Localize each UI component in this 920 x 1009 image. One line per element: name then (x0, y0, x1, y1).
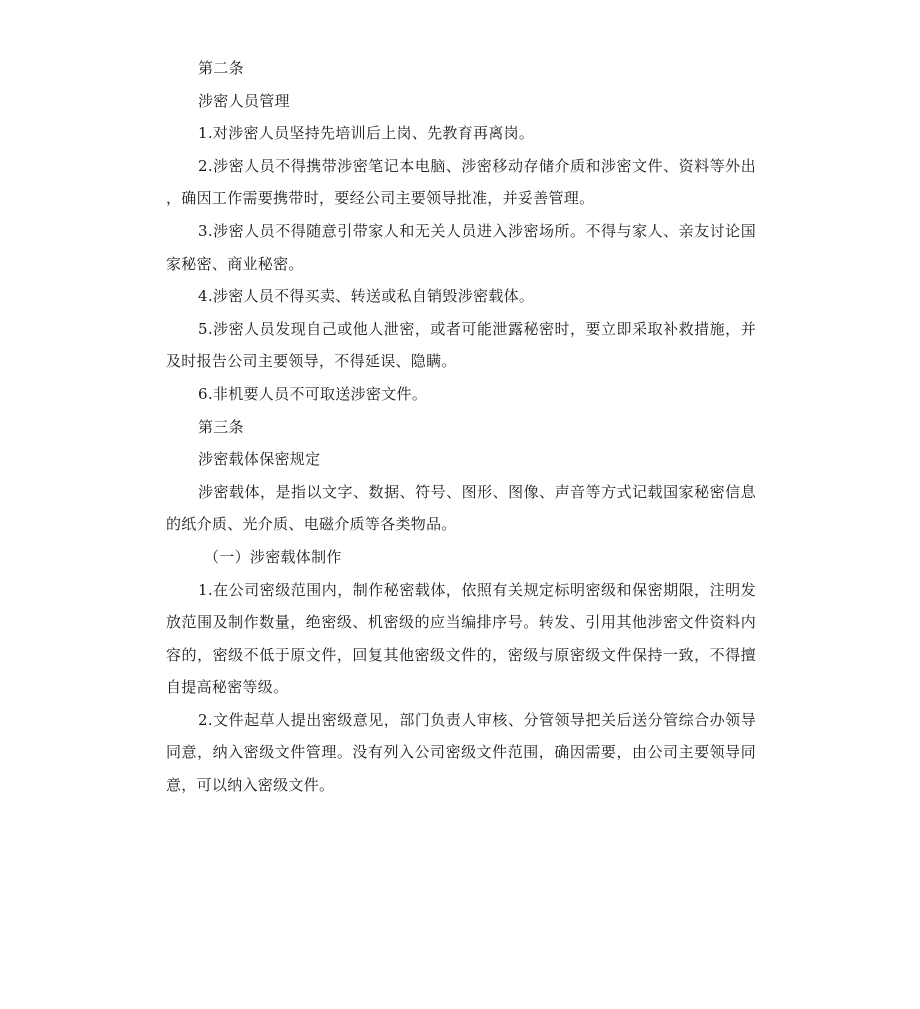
article-heading: 第三条 (198, 417, 244, 436)
paragraph: 4.涉密人员不得买卖、转送或私自销毁涉密载体。 (198, 287, 535, 306)
section-title: 涉密载体保密规定 (198, 450, 321, 469)
paragraph: 5.涉密人员发现自己或他人泄密，或者可能泄露秘密时，要立即采取补救措施，并及时报告公司主要领导，不得延误、隐瞒。 (166, 319, 756, 371)
paragraph: 6.非机要人员不可取送涉密文件。 (198, 384, 428, 403)
paragraph: 3.涉密人员不得随意引带家人和无关人员进入涉密场所。不得与家人、亲友讨论国家秘密、商业秘密。 (166, 221, 756, 273)
paragraph: 2.涉密人员不得携带涉密笔记本电脑、涉密移动存储介质和涉密文件、资料等外出 ，确因工作需要携带时，要经公司主要领导批准，并妥善管理。 (166, 156, 756, 208)
paragraph: 2.文件起草人提出密级意见，部门负责人审核、分管领导把关后送分管综合办领导同意，纳入密级文件管理。没有列入公司密级文件范围，确因需要，由公司主要领导同意，可以纳入密级文件。 (166, 710, 756, 795)
paragraph: 1.在公司密级范围内，制作秘密载体，依照有关规定标明密级和保密期限，注明发放范围及制作数量，绝密级、机密级的应当编排序号。转发、引用其他涉密文件资料内容的，密级不低于原文件，回复其他密级文件的，密级与原密级文件保持一致，不得擅自提高秘密等级。 (166, 580, 756, 697)
document-body (166, 52, 756, 802)
paragraph: 涉密载体，是指以文字、数据、符号、图形、图像、声音等方式记载国家秘密信息的纸介质、光介质、电磁介质等各类物品。 (166, 482, 756, 534)
paragraph: 1.对涉密人员坚持先培训后上岗、先教育再离岗。 (198, 124, 535, 143)
section-title: 涉密人员管理 (198, 91, 290, 110)
article-heading: 第二条 (198, 59, 244, 77)
subsection-title: （一）涉密载体制作 (204, 547, 342, 566)
